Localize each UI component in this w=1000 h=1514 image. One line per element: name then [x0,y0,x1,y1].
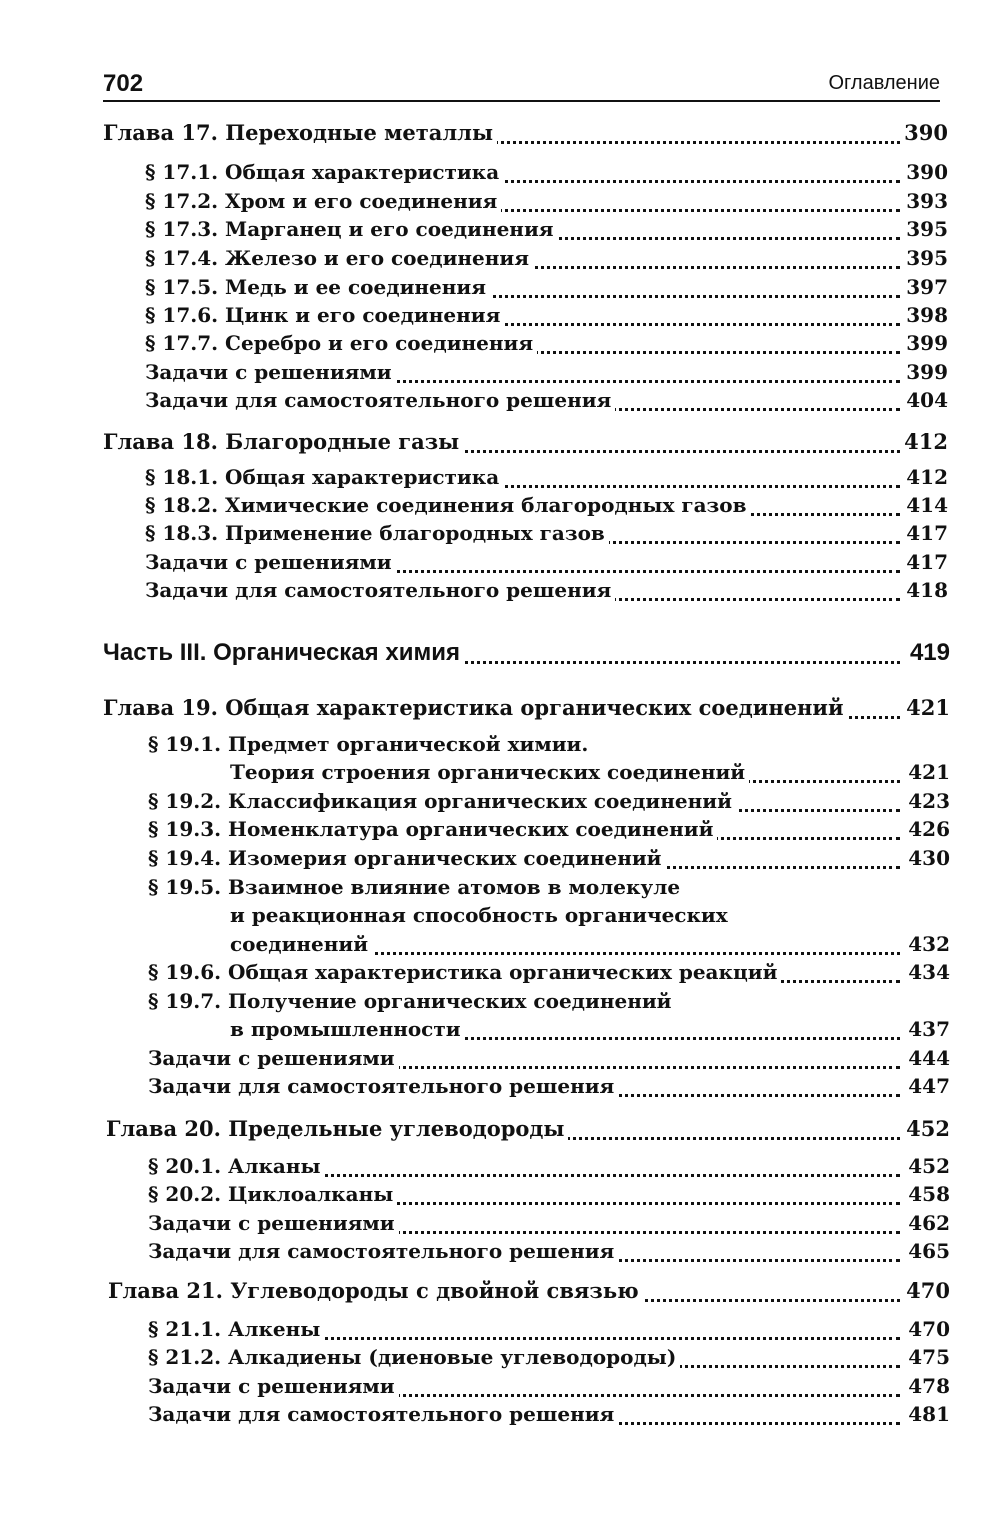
toc-page-number: 418 [904,575,948,605]
toc-page-number: 426 [906,814,950,844]
toc-section [0,843,1000,873]
toc-title: § 18.3. Применение благородных газов [145,518,609,548]
toc-title: Глава 17. Переходные металлы [103,118,497,148]
toc-page-number: 412 [902,427,948,457]
toc-title: § 17.6. Цинк и его соединения [145,300,504,330]
toc-title: Задачи для самостоятельного решения [148,1071,618,1101]
toc-title: § 19.7. Получение органических соединений [148,989,672,1013]
toc-page-number: 412 [904,462,948,492]
page-header [103,70,940,102]
toc-title: § 19.1. Предмет органической химии. [148,732,589,756]
toc-title: Задачи для самостоятельного решения [145,575,615,605]
toc-page-number: 421 [906,757,950,787]
toc-section-first-line [0,872,1000,902]
toc-title: соединений [230,929,372,959]
toc-title: Задачи для самостоятельного решения [148,1236,618,1266]
toc-title: Глава 18. Благородные газы [103,427,463,457]
toc-tasks [0,1071,1000,1101]
toc-title: Часть III. Органическая химия [103,638,464,668]
toc-page-number: 434 [906,957,950,987]
toc-page-number: 430 [906,843,950,873]
toc-tasks [0,1236,1000,1266]
toc-title: Задачи с решениями [145,547,396,577]
toc-page-number: 481 [906,1399,950,1429]
toc-title: § 19.3. Номенклатура органических соединений [148,814,717,844]
toc-page-number: 393 [904,186,948,216]
toc-title: Задачи с решениями [148,1208,399,1238]
toc-page-number: 478 [906,1371,950,1401]
toc-title: и реакционная способность органических [230,903,728,927]
toc-chapter [0,427,1000,457]
toc-tasks [0,575,1000,605]
toc-page-number: 390 [902,118,948,148]
running-title: Оглавление [828,72,940,94]
toc-title: Задачи для самостоятельного решения [148,1399,618,1429]
toc-title: Глава 21. Углеводороды с двойной связью [108,1276,643,1306]
toc-page-number: 419 [909,639,950,666]
toc-page-number: 475 [906,1342,950,1372]
toc-tasks [0,1399,1000,1429]
toc-chapter [0,118,1000,148]
page-number: 702 [103,70,144,97]
toc-page-number: 447 [906,1071,950,1101]
toc-title: § 17.2. Хром и его соединения [145,186,501,216]
toc-title: Глава 20. Предельные углеводороды [106,1114,568,1144]
toc-title: § 20.1. Алканы [148,1151,325,1181]
toc-title: § 19.2. Классификация органических соединений [148,786,736,816]
toc-tasks [0,385,1000,415]
toc-title: в промышленности [230,1014,465,1044]
toc-title: § 19.4. Изомерия органических соединений [148,843,666,873]
toc-page-number: 417 [904,547,948,577]
toc-title: § 17.4. Железо и его соединения [145,243,533,273]
toc-page-number: 404 [904,385,948,415]
toc-page-number: 437 [906,1014,950,1044]
toc-title: § 17.7. Серебро и его соединения [145,328,537,358]
toc-page-number: 462 [906,1208,950,1238]
toc-page-number: 432 [906,929,950,959]
toc-page-number: 417 [904,518,948,548]
toc-page-number: 395 [904,214,948,244]
toc-page-number: 395 [904,243,948,273]
toc-part [0,638,1000,668]
toc-page-number: 414 [904,490,948,520]
toc-page-number: 399 [904,357,948,387]
toc-page-number: 398 [904,300,948,330]
toc-page-number: 452 [906,1151,950,1181]
toc-chapter [0,1276,1000,1306]
toc-title: § 17.3. Марганец и его соединения [145,214,558,244]
toc-title: § 19.5. Взаимное влияние атомов в молекуле [148,875,681,899]
toc-page-number: 470 [904,1276,950,1306]
toc-title: § 21.2. Алкадиены (диеновые углеводороды) [148,1342,680,1372]
toc-title: § 18.2. Химические соединения благородных газов [145,490,751,520]
toc-title: § 18.1. Общая характеристика [145,462,503,492]
toc-title: Задачи с решениями [145,357,396,387]
toc-page-number: 444 [906,1043,950,1073]
toc-page-number: 421 [904,693,950,723]
toc-title: § 21.1. Алкены [148,1314,324,1344]
toc-page-number: 423 [906,786,950,816]
toc-chapter [0,693,1000,723]
toc-title: Глава 19. Общая характеристика органических соединений [103,693,848,723]
toc-title: § 19.6. Общая характеристика органических реакций [148,957,781,987]
toc-page-number: 458 [906,1179,950,1209]
toc-page-number: 470 [906,1314,950,1344]
toc-title: Задачи с решениями [148,1043,399,1073]
toc-page-number: 399 [904,328,948,358]
toc-page-number: 452 [904,1114,950,1144]
toc-section [0,957,1000,987]
toc-title: § 20.2. Циклоалканы [148,1179,397,1209]
toc-page-number: 465 [906,1236,950,1266]
toc-page-number: 390 [904,157,948,187]
toc-title: § 17.5. Медь и ее соединения [145,272,490,302]
toc-title: Теория строения органических соединений [230,757,749,787]
toc-page-number: 397 [904,272,948,302]
toc-title: § 17.1. Общая характеристика [145,157,503,187]
toc-title: Задачи с решениями [148,1371,399,1401]
toc-title: Задачи для самостоятельного решения [145,385,615,415]
toc-chapter [0,1114,1000,1144]
